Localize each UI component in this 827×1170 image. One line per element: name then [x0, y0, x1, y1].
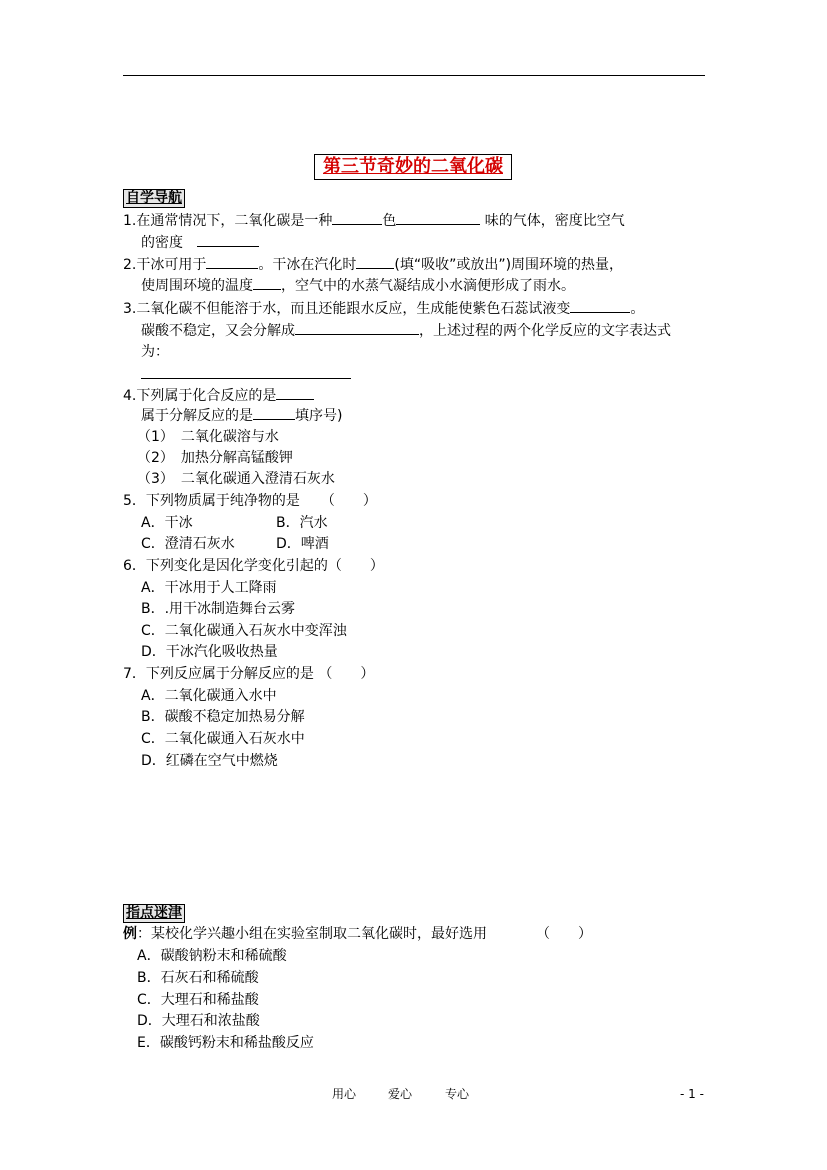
- question-7-option: C．二氧化碳通入石灰水中: [141, 731, 305, 747]
- answer-blank[interactable]: [206, 254, 258, 269]
- answer-line[interactable]: [141, 378, 351, 379]
- question-7-option: A．二氧化碳通入水中: [141, 688, 277, 704]
- footer-word: 爱心: [388, 1087, 413, 1101]
- question-6-option: B．.用干冰制造舞台云雾: [141, 601, 296, 617]
- question-4-line-1: 4.下列属于化合反应的是: [123, 385, 314, 406]
- question-5-option-c: C．澄清石灰水: [141, 536, 235, 552]
- example-option: D．大理石和浓盐酸: [137, 1013, 260, 1029]
- question-6-option: C．二氧化碳通入石灰水中变浑浊: [141, 623, 347, 639]
- answer-blank[interactable]: [356, 254, 394, 269]
- question-4-item: （2） 加热分解高锰酸钾: [137, 450, 293, 466]
- question-2-line-2: 使周围环境的温度 ，空气中的水蒸气凝结成小水滴便形成了雨水。: [141, 275, 575, 296]
- example-stem: 例：某校化学兴趣小组在实验室制取二氧化碳时，最好选用 （ ）: [123, 926, 592, 942]
- example-option: C．大理石和稀盐酸: [137, 992, 259, 1008]
- question-4-line-2: 属于分解反应的是 填序号): [141, 405, 342, 426]
- question-7-option: D．红磷在空气中燃烧: [141, 753, 278, 769]
- answer-blank[interactable]: [570, 298, 630, 313]
- page-number: - 1 -: [680, 1087, 704, 1101]
- header-rule: [123, 75, 705, 76]
- question-4-item: （1） 二氧化碳溶与水: [137, 429, 279, 445]
- footer-word: 用心: [332, 1087, 357, 1101]
- answer-blank[interactable]: [295, 320, 419, 335]
- answer-blank[interactable]: [197, 232, 259, 247]
- section-heading-self-study: 自学导航: [123, 189, 185, 208]
- question-6-stem: 6．下列变化是因化学变化引起的（ ）: [123, 558, 384, 574]
- question-6-option: A．干冰用于人工降雨: [141, 580, 277, 596]
- question-7-stem: 7．下列反应属于分解反应的是 （ ）: [123, 666, 375, 682]
- question-3-line-1: 3.二氧化碳不但能溶于水，而且还能跟水反应，生成能使紫色石蕊试液变 。: [123, 298, 644, 319]
- question-3-line-2: 碳酸不稳定，又会分解成 ，上述过程的两个化学反应的文字表达式: [141, 320, 671, 341]
- question-5-option-b: B．汽水: [276, 515, 328, 531]
- answer-blank[interactable]: [396, 210, 480, 225]
- question-5-stem: 5．下列物质属于纯净物的是 （ ）: [123, 493, 377, 509]
- answer-blank[interactable]: [253, 405, 295, 420]
- example-option: B．石灰石和稀硫酸: [137, 970, 259, 986]
- answer-blank[interactable]: [332, 210, 382, 225]
- footer-word: 专心: [445, 1087, 470, 1101]
- page-title: 第三节奇妙的二氧化碳: [314, 154, 512, 180]
- question-7-option: B．碳酸不稳定加热易分解: [141, 709, 305, 725]
- question-3-line-3: 为：: [141, 344, 169, 360]
- question-2-line-1: 2.干冰可用于 。干冰在汽化时 (填“吸收”或放出”)周围环境的热量，: [123, 254, 623, 275]
- question-1-line-1: 1.在通常情况下，二氧化碳是一种 色 味的气体，密度比空气: [123, 210, 625, 231]
- example-option: E．碳酸钙粉末和稀盐酸反应: [137, 1035, 314, 1051]
- question-1-line-2: 的密度: [141, 232, 259, 253]
- answer-blank[interactable]: [276, 385, 314, 400]
- question-5-option-a: A．干冰: [141, 515, 193, 531]
- section-heading-guidance: 指点迷津: [123, 904, 185, 923]
- question-6-option: D．干冰汽化吸收热量: [141, 644, 278, 660]
- question-4-item: （3） 二氧化碳通入澄清石灰水: [137, 471, 335, 487]
- question-5-option-d: D．啤酒: [276, 536, 329, 552]
- example-option: A．碳酸钠粉末和稀硫酸: [137, 948, 287, 964]
- answer-blank[interactable]: [253, 275, 281, 290]
